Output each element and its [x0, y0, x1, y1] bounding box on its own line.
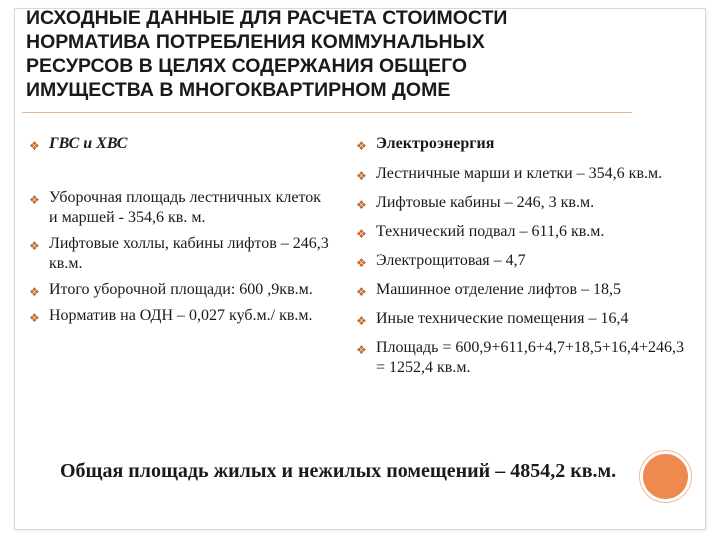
left-list-item — [29, 234, 329, 274]
right-list-item — [356, 251, 686, 271]
right-list-item — [356, 164, 686, 184]
bullet-icon: ❖ — [29, 139, 40, 153]
left-item-text: Итого уборочной площади: 600 ,9кв.м. — [49, 281, 313, 298]
slide-title — [26, 6, 626, 102]
right-list-item — [356, 309, 686, 329]
right-item-text: Машинное отделение лифтов – 18,5 — [376, 281, 622, 298]
right-column-list — [356, 134, 686, 378]
decorative-circle — [640, 451, 691, 502]
left-list-item — [29, 280, 329, 300]
right-item-text: Площадь = 600,9+611,6+4,7+18,5+16,4+246,3 = 1252,4 кв.м. — [376, 339, 684, 376]
bullet-icon: ❖ — [29, 311, 40, 325]
title-line-1: ИСХОДНЫЕ ДАННЫЕ ДЛЯ РАСЧЕТА СТОИМОСТИ — [26, 7, 508, 29]
bullet-icon: ❖ — [356, 198, 367, 212]
bullet-icon: ❖ — [356, 139, 367, 153]
left-list-item — [29, 306, 329, 326]
bullet-icon: ❖ — [356, 169, 367, 183]
title-line-2: НОРМАТИВА ПОТРЕБЛЕНИЯ КОММУНАЛЬНЫХ — [26, 31, 485, 53]
bullet-icon: ❖ — [356, 285, 367, 299]
right-heading-text: Электроэнергия — [376, 135, 495, 152]
left-heading-text: ГВС и ХВС — [49, 135, 128, 152]
title-line-4: ИМУЩЕСТВА В МНОГОКВАРТИРНОМ ДОМЕ — [26, 79, 451, 101]
right-item-text: Лестничные марши и клетки – 354,6 кв.м. — [376, 165, 663, 182]
bullet-icon: ❖ — [356, 343, 367, 357]
right-list-item — [356, 222, 686, 242]
left-item-text: Уборочная площадь лестничных клеток и маршей - 354,6 кв. м. — [49, 189, 321, 226]
right-list-item — [356, 280, 686, 300]
total-area-text: Общая площадь жилых и нежилых помещений – 4854,2 кв.м. — [60, 460, 617, 482]
bullet-icon: ❖ — [29, 285, 40, 299]
left-column-list — [29, 134, 329, 326]
right-item-text: Электрощитовая – 4,7 — [376, 252, 526, 269]
right-column-heading — [356, 134, 686, 154]
left-item-text: Лифтовые холлы, кабины лифтов – 246,3 кв.м. — [49, 235, 329, 272]
right-list-item — [356, 193, 686, 213]
right-item-text: Технический подвал – 611,6 кв.м. — [376, 223, 605, 240]
bullet-icon: ❖ — [29, 193, 40, 207]
bullet-icon: ❖ — [356, 314, 367, 328]
left-list-item — [29, 188, 329, 228]
title-divider — [22, 112, 632, 113]
bullet-icon: ❖ — [356, 227, 367, 241]
title-line-3: РЕСУРСОВ В ЦЕЛЯХ СОДЕРЖАНИЯ ОБЩЕГО — [26, 55, 468, 77]
right-list-item — [356, 338, 686, 378]
left-item-text: Норматив на ОДН – 0,027 куб.м./ кв.м. — [49, 307, 313, 324]
bullet-icon: ❖ — [29, 239, 40, 253]
right-item-text: Лифтовые кабины – 246, 3 кв.м. — [376, 194, 595, 211]
left-column-heading — [29, 134, 329, 154]
bullet-icon: ❖ — [356, 256, 367, 270]
right-item-text: Иные технические помещения – 16,4 — [376, 310, 629, 327]
